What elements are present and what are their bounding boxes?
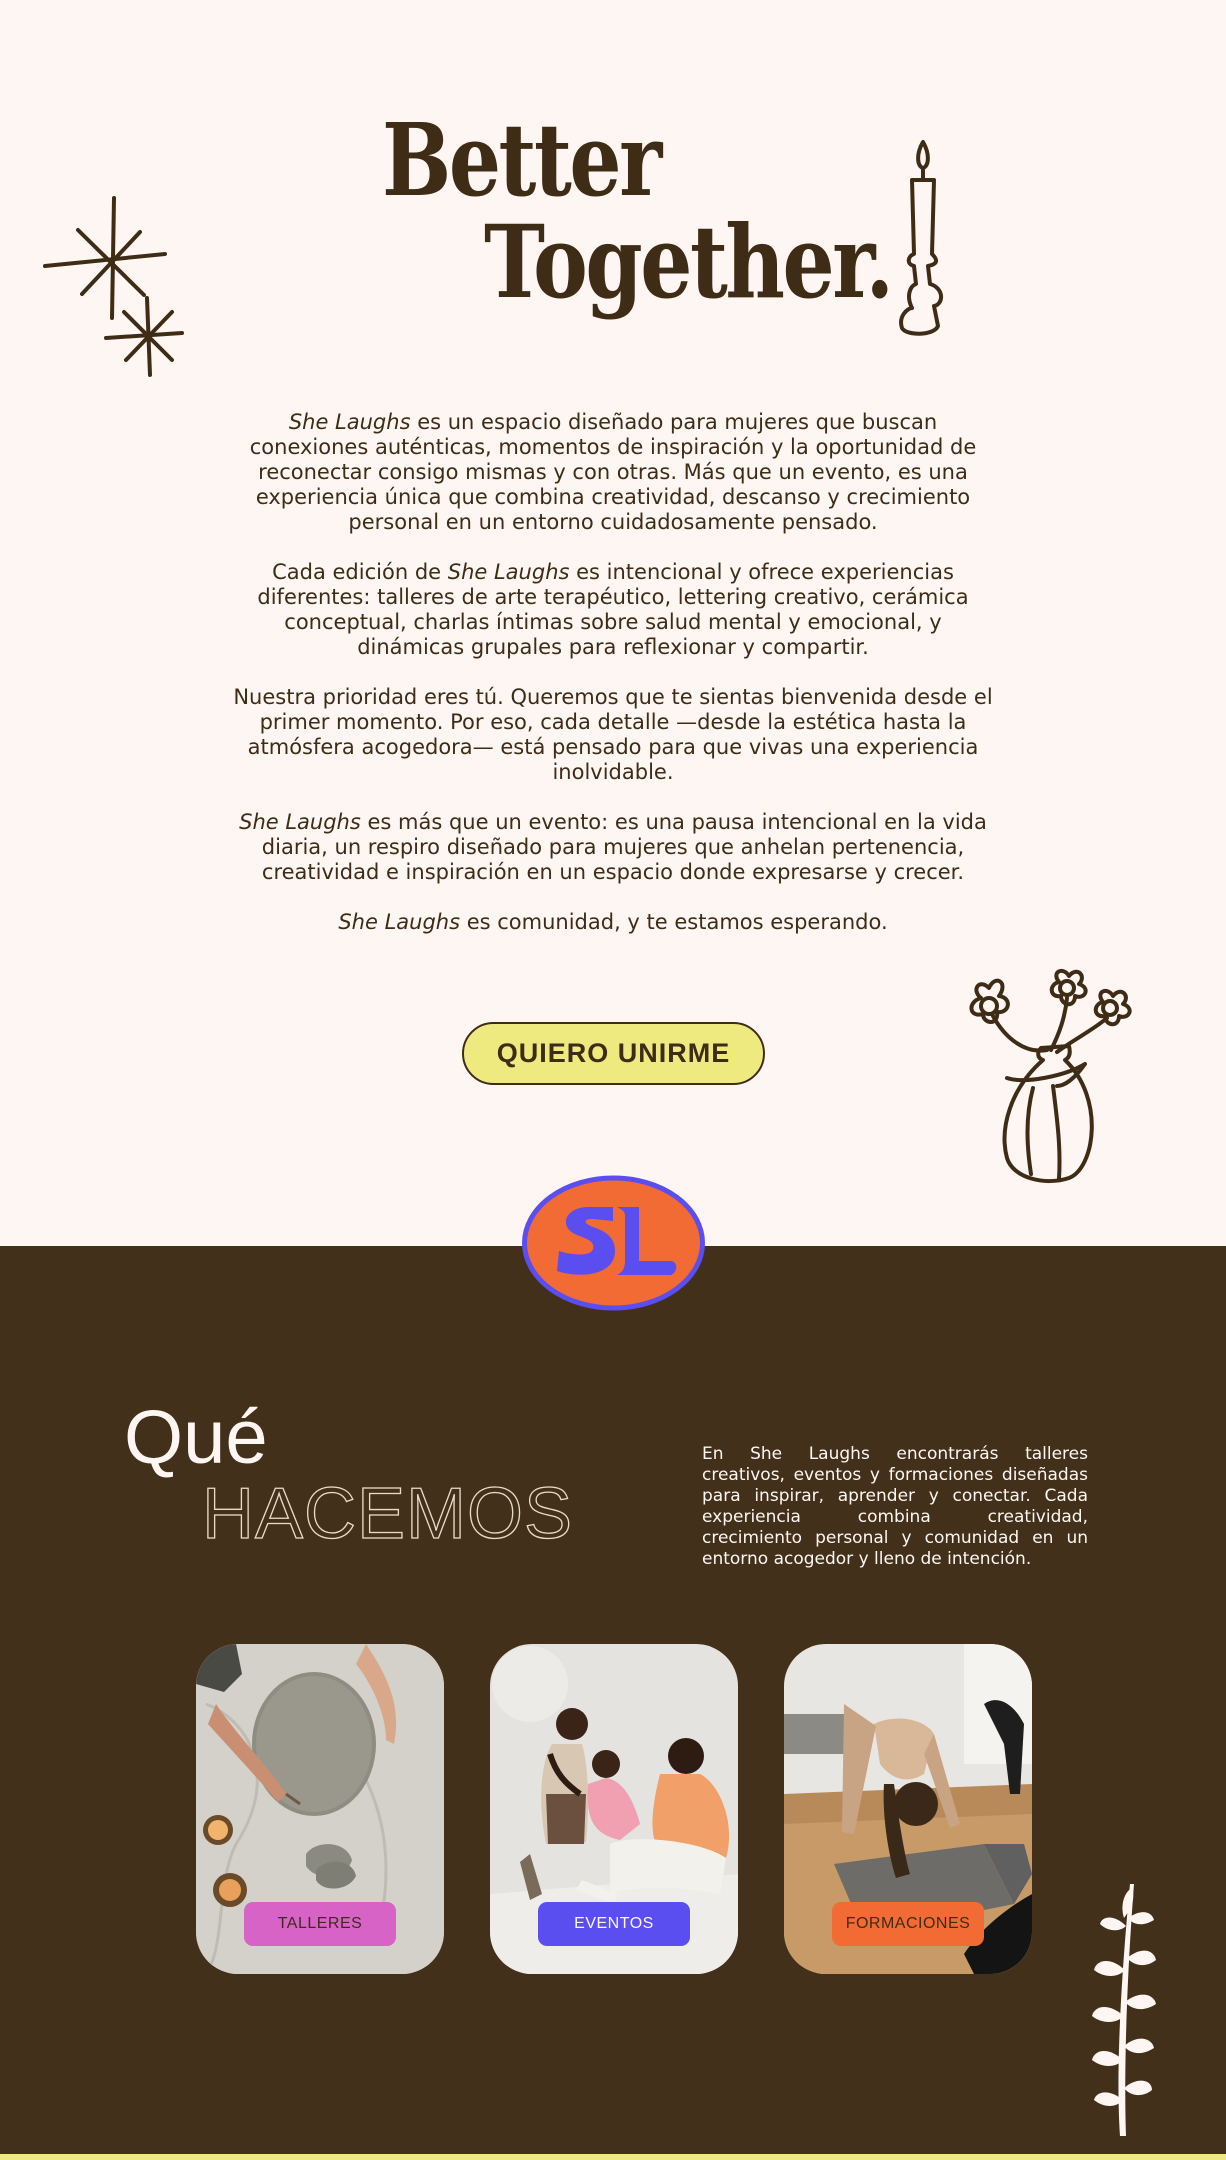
intro-paragraph-4: She Laughs es más que un evento: es una pausa intencional en la vida diaria, un respiro diseñado para mujeres que anhelan pertenencia, creatividad e inspiración en un espacio donde expresarse y crecer.	[239, 810, 987, 884]
hero-title-line1: Better	[382, 101, 660, 219]
leaf-branch-icon	[1080, 1878, 1160, 2138]
tag-formaciones[interactable]: FORMACIONES	[832, 1902, 984, 1946]
intro-paragraph-3: Nuestra prioridad eres tú. Queremos que te sientas bienvenida desde el primer momento. Por eso, cada detalle —desde la estética hasta la atmósfera acogedora— está pensado para que vivas una experiencia inolvidable.	[233, 685, 993, 784]
tag-talleres[interactable]: TALLERES	[244, 1902, 396, 1946]
card-formaciones[interactable]	[784, 1644, 1032, 1974]
intro-text	[230, 410, 996, 960]
card-eventos[interactable]	[490, 1644, 738, 1974]
sparkle-icon	[40, 190, 190, 385]
intro-paragraph-2: Cada edición de She Laughs es intencional y ofrece experiencias diferentes: talleres de arte terapéutico, lettering creativo, cerámica conceptual, charlas íntimas sobre salud mental y emocional, y dinámicas grupales para reflexionar y compartir.	[257, 560, 969, 659]
card-talleres[interactable]	[196, 1644, 444, 1974]
join-button[interactable]: QUIERO UNIRME	[462, 1022, 765, 1085]
intro-paragraph-5: She Laughs es comunidad, y te estamos esperando.	[338, 910, 888, 934]
intro-paragraph-1: She Laughs es un espacio diseñado para mujeres que buscan conexiones auténticas, momentos de inspiración y la oportunidad de reconectar consigo mismas y con otras. Más que un evento, es una experiencia única que combina creatividad, descanso y crecimiento personal en un entorno cuidadosamente pensado.	[249, 410, 977, 534]
she-laughs-logo	[521, 1175, 706, 1311]
section-description: En She Laughs encontrarás talleres creativos, eventos y formaciones diseñadas para inspirar, aprender y conectar. Cada experiencia combina creatividad, crecimiento personal y comunidad en un entorno acogedor y lleno de intención.	[702, 1444, 1088, 1569]
hero-title-line2: Together.	[484, 203, 892, 321]
tag-eventos[interactable]: EVENTOS	[538, 1902, 690, 1946]
flower-vase-icon	[965, 968, 1140, 1193]
bottom-edge-stripe	[0, 2154, 1226, 2160]
candle-icon	[886, 136, 956, 341]
section-title-hacemos: HACEMOS	[202, 1474, 574, 1554]
section-title-que: Qué	[124, 1395, 268, 1480]
